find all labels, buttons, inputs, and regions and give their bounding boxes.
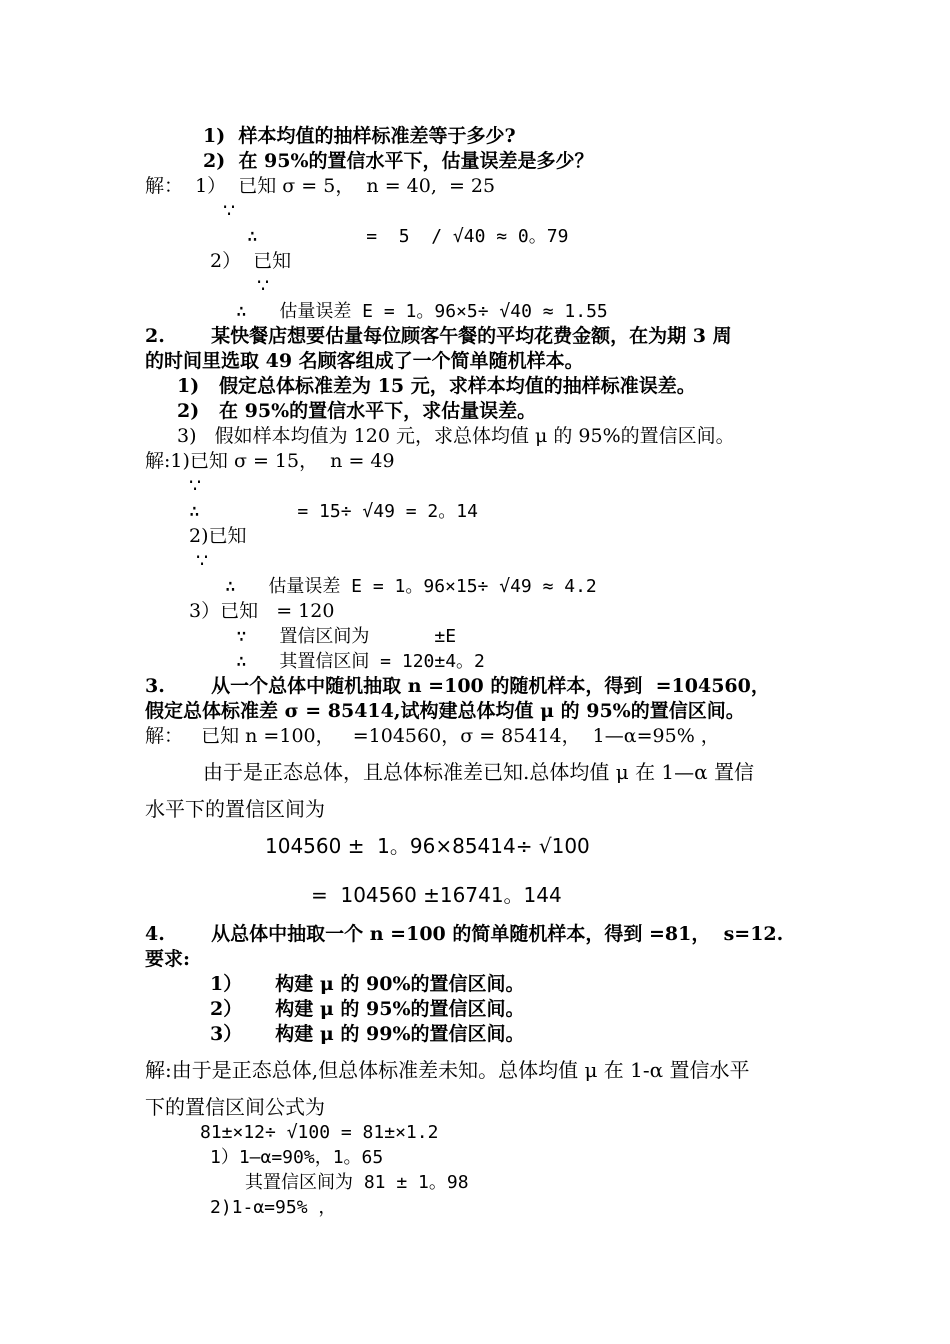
q4-title-line1: 4. 从总体中抽取一个 n =100 的简单随机样本，得到 =81， s=12. [145,923,784,945]
because-symbol: ∵ [189,475,202,497]
because-symbol: ∵ [196,550,209,572]
q4-part1-result: 其置信区间为 81 ± 1。98 [245,1172,469,1193]
q4-sub1: 1） 构建 μ 的 90%的置信区间。 [210,973,525,995]
q3-title-line1: 3. 从一个总体中随机抽取 n =100 的随机样本，得到 =104560， [145,675,770,697]
q4-explanation-1: 解:由于是正态总体,但总体标准差未知。总体均值 μ 在 1-α 置信水平 [145,1058,750,1082]
q2-part2-given: 2)已知 [189,525,247,547]
q1-formula-2: ∴ 估量误差 E = 1。96×5÷ √40 ≈ 1.55 [236,301,608,322]
q2-formula-2: ∴ 估量误差 E = 1。96×15÷ √49 ≈ 4.2 [225,576,597,597]
q2-interval-form: ∵ 置信区间为 ±E [236,626,457,647]
q2-title-line2: 的时间里选取 49 名顾客组成了一个简单随机样本。 [145,350,584,372]
q2-part3-given: 3）已知 = 120 [189,600,335,622]
q2-sub1: 1) 假定总体标准差为 15 元，求样本均值的抽样标准误差。 [177,375,696,397]
q2-title-line1: 2. 某快餐店想要估量每位顾客午餐的平均花费金额，在为期 3 周 [145,325,732,347]
q2-solution-given: 解:1)已知 σ = 15， n = 49 [145,450,395,472]
q1-sub2: 2) 在 95%的置信水平下，估量误差是多少？ [203,150,594,172]
q2-formula-1: ∴ = 15÷ √49 = 2。14 [189,501,478,522]
q4-formula: 81±×12÷ √100 = 81±×1.2 [200,1122,439,1143]
q1-sub1: 1) 样本均值的抽样标准差等于多少? [203,125,516,147]
q4-explanation-2: 下的置信区间公式为 [145,1095,325,1119]
q2-sub2: 2) 在 95%的置信水平下，求估量误差。 [177,400,537,422]
q3-solution-given: 解： 已知 n =100， =104560，σ = 85414， 1—α=95% ， [145,725,720,747]
q1-solution-given: 解： 1） 已知 σ = 5， n = 40, = 25 [145,175,496,197]
q4-title-line2: 要求: [145,948,191,970]
q4-part2: 2)1-α=95% ， [210,1197,337,1218]
q4-sub3: 3） 构建 μ 的 99%的置信区间。 [210,1023,525,1045]
because-symbol: ∵ [223,200,236,222]
q3-result: = 104560 ±16741。144 [311,883,562,907]
q1-formula-1: ∴ = 5 / √40 ≈ 0。79 [247,226,569,247]
because-symbol: ∵ [257,275,270,297]
q1-part2-given: 2） 已知 [210,250,292,272]
q3-explanation-2: 水平下的置信区间为 [145,797,325,821]
q3-title-line2: 假定总体标准差 σ = 85414,试构建总体均值 μ 的 95%的置信区间。 [145,700,745,722]
q4-part1: 1）1—α=90%，1。65 [210,1147,384,1168]
q2-interval-result: ∴ 其置信区间 = 120±4。2 [236,651,485,672]
q3-formula: 104560 ± 1。96×85414÷ √100 [265,834,590,858]
q4-sub2: 2） 构建 μ 的 95%的置信区间。 [210,998,525,1020]
q2-sub3: 3) 假如样本均值为 120 元，求总体均值 μ 的 95%的置信区间。 [177,425,735,447]
q3-explanation-1: 由于是正态总体，且总体标准差已知.总体均值 μ 在 1—α 置信 [203,760,755,784]
